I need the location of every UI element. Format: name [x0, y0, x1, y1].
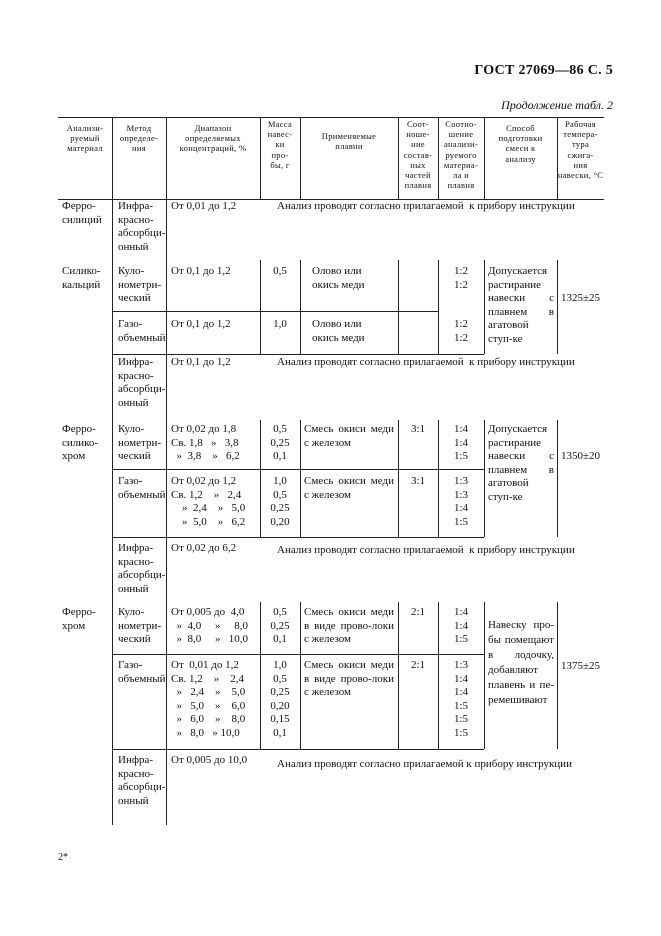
flux-cell: Смесь окиси меди в виде прово-локи с железом [304, 606, 394, 645]
column-header-ratio-material: Соотно- шение анализи- руемого материа- ла и плавня [443, 119, 479, 191]
material-ferrochrome: Ферро- хром [62, 606, 96, 632]
page-header: ГОСТ 27069—86 С. 5 [474, 63, 613, 78]
column-header-method: Метод определе- ния [119, 123, 159, 154]
mass-cell: 1,0 [273, 318, 287, 330]
method-infrared: Инфра- красно- абсорбци- онный [118, 542, 166, 595]
range-cell: От 0,005 до 4,0 » 4,0 » 8,0 » 8,0 » 10,0 [171, 606, 248, 645]
ratio-material-cell: 1:4 1:4 1:5 [453, 423, 469, 462]
ratio-flux-cell: 2:1 [410, 659, 426, 671]
method-infrared: Инфра- красно- абсорбци- онный [118, 754, 166, 807]
column-header-range: Диапазон определяемых концентраций, % [179, 123, 247, 154]
ratio-material-cell: 1:2 1:2 [453, 265, 469, 291]
range-cell: От 0,02 до 6,2 [171, 542, 237, 554]
flux-cell: Олово или окись меди [312, 318, 365, 344]
flux-cell: Смесь окиси меди с железом [304, 475, 394, 501]
table-continuation-caption: Продолжение табл. 2 [501, 98, 613, 112]
range-cell: От 0,1 до 1,2 [171, 265, 231, 277]
range-cell: От 0,02 до 1,8 Св. 1,8 » 3,8 » 3,8 » 6,2 [171, 423, 240, 462]
column-header-mass: Масса навес- ки про- бы, г [267, 119, 293, 170]
column-header-flux: Применяемые плавни [321, 131, 377, 152]
temperature-cell: 1325±25 [560, 292, 601, 304]
method-gasometric: Газо- объемный [118, 318, 166, 344]
method-coulometric: Куло- нометри- ческий [118, 423, 162, 462]
method-infrared: Инфра- красно- абсорбци- онный [118, 356, 166, 409]
material-ferrosilicon: Ферро- силиций [62, 200, 102, 226]
column-header-temperature: Рабочая темпера- тура сжига- ния навески, °С [557, 119, 604, 181]
range-cell: От 0,1 до 1,2 [171, 356, 231, 368]
mass-cell: 0,5 [273, 265, 287, 277]
preparation-cell: Навеску про-бы помещают в лодочку, добавляют плавень и пе-ремешивают [488, 619, 554, 706]
method-gasometric: Газо- объемный [118, 475, 166, 501]
instrument-note: Анализ проводят согласно прилагаемой к прибору инструкции [277, 356, 575, 368]
page-footer-mark: 2* [58, 852, 68, 863]
material-ferrosilicochrome: Ферро- силико- хром [62, 423, 99, 462]
mass-cell: 0,5 0,25 0,1 [270, 606, 290, 645]
column-header-material: Анализи- руемый материал [66, 123, 104, 154]
range-cell: От 0,005 до 10,0 [171, 754, 248, 766]
method-coulometric: Куло- нометри- ческий [118, 265, 162, 304]
column-header-ratio-flux: Соот- ноше- ние состав- ных частей плавня [403, 119, 433, 191]
ratio-flux-cell: 3:1 [410, 423, 426, 435]
mass-cell: 1,0 0,5 0,25 0,20 0,15 0,1 [270, 659, 290, 739]
instrument-note: Анализ проводят согласно прилагаемой к прибору инструкции [277, 758, 572, 770]
column-header-preparation: Способ подготовки смеси к анализу [498, 123, 543, 164]
flux-cell: Олово или окись меди [312, 265, 365, 291]
range-cell: От 0,1 до 1,2 [171, 318, 231, 330]
mass-cell: 0,5 0,25 0,1 [270, 423, 290, 462]
ratio-flux-cell: 2:1 [410, 606, 426, 618]
flux-cell: Смесь окиси меди в виде прово-локи с железом [304, 659, 394, 698]
temperature-cell: 1375±25 [560, 660, 601, 672]
material-silicocalcium: Силико- кальций [62, 265, 101, 291]
range-cell: От 0,01 до 1,2 Св. 1,2 » 2,4 » 2,4 » 5,0 » 5,0 » 6,0 » 6,0 » 8,0 » 8,0 » 10,0 [171, 659, 246, 739]
flux-cell: Смесь окиси меди с железом [304, 423, 394, 449]
ratio-material-cell: 1:3 1:3 1:4 1:5 [453, 475, 469, 528]
ratio-flux-cell: 3:1 [410, 475, 426, 487]
ratio-material-cell: 1:3 1:4 1:4 1:5 1:5 1:5 [453, 659, 469, 739]
instrument-note: Анализ проводят согласно прилагаемой к прибору инструкции [277, 544, 575, 556]
method-infrared: Инфра- красно- абсорбци- онный [118, 200, 166, 253]
preparation-cell: Допускается растирание навески с плавнем в агатовой ступ-ке [488, 265, 554, 345]
method-gasometric: Газо- объемный [118, 659, 166, 685]
range-cell: От 0,02 до 1,2 Св. 1,2 » 2,4 » 2,4 » 5,0 » 5,0 » 6,2 [171, 475, 246, 528]
preparation-cell: Допускается растирание навески с плавнем в агатовой ступ-ке [488, 423, 554, 503]
temperature-cell: 1350±20 [560, 450, 601, 462]
ratio-material-cell: 1:4 1:4 1:5 [453, 606, 469, 645]
range-cell: От 0,01 до 1,2 [171, 200, 237, 212]
ratio-material-cell: 1:2 1:2 [453, 318, 469, 344]
mass-cell: 1,0 0,5 0,25 0,20 [270, 475, 290, 528]
instrument-note: Анализ проводят согласно прилагаемой к прибору инструкции [277, 200, 575, 212]
method-coulometric: Куло- нометри- ческий [118, 606, 162, 645]
